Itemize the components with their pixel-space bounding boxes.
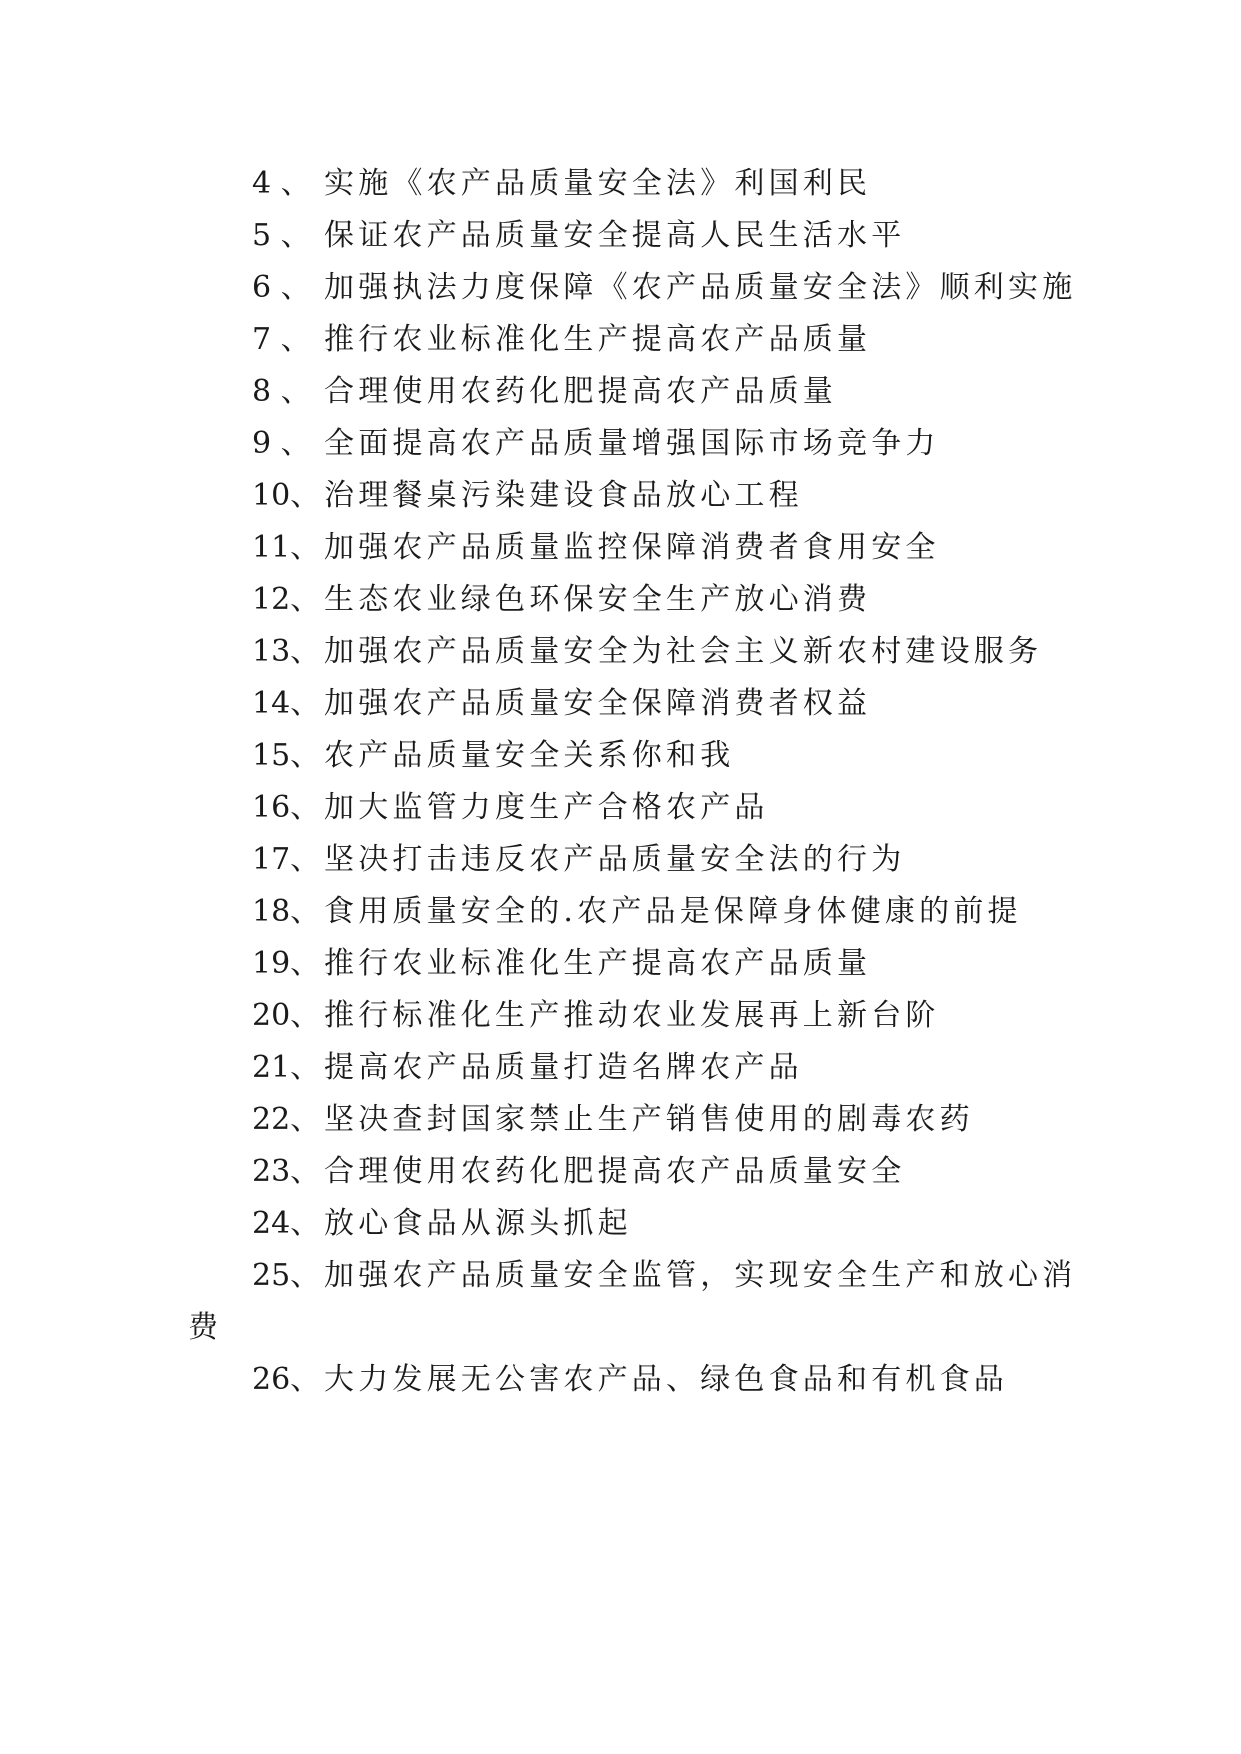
item-number: 21、 bbox=[252, 1050, 321, 1085]
item-number: 17、 bbox=[252, 842, 321, 877]
item-number: 13、 bbox=[252, 634, 321, 669]
item-number: 24、 bbox=[252, 1206, 321, 1241]
item-number: 6 、 bbox=[252, 270, 311, 305]
item-number: 23、 bbox=[252, 1154, 321, 1189]
list-item bbox=[0, 162, 1241, 206]
item-text: 推行标准化生产推动农业发展再上新台阶 bbox=[324, 998, 940, 1033]
list-item bbox=[0, 734, 1241, 778]
list-item bbox=[0, 370, 1241, 414]
item-text: 提高农产品质量打造名牌农产品 bbox=[324, 1050, 803, 1085]
item-number: 7 、 bbox=[252, 322, 311, 357]
item-text-continuation: 费 bbox=[188, 1310, 218, 1345]
list-item bbox=[0, 838, 1241, 882]
item-number: 18、 bbox=[252, 894, 321, 929]
item-text: 治理餐桌污染建设食品放心工程 bbox=[324, 478, 803, 513]
list-item bbox=[0, 682, 1241, 726]
item-number: 5 、 bbox=[252, 218, 311, 253]
item-number: 12、 bbox=[252, 582, 321, 617]
item-number: 26、 bbox=[252, 1362, 321, 1397]
item-number: 11、 bbox=[252, 530, 321, 565]
list-item bbox=[0, 786, 1241, 830]
item-text: 合理使用农药化肥提高农产品质量 bbox=[324, 374, 837, 409]
list-item bbox=[0, 422, 1241, 466]
item-text: 生态农业绿色环保安全生产放心消费 bbox=[324, 582, 872, 617]
item-text: 加强执法力度保障《农产品质量安全法》顺利实施 bbox=[324, 270, 1077, 305]
list-item bbox=[0, 266, 1241, 310]
item-text: 加强农产品质量安全保障消费者权益 bbox=[324, 686, 872, 721]
item-number: 19、 bbox=[252, 946, 321, 981]
item-number: 15、 bbox=[252, 738, 321, 773]
item-number: 10、 bbox=[252, 478, 321, 513]
list-item bbox=[0, 1150, 1241, 1194]
item-text: 放心食品从源头抓起 bbox=[324, 1206, 632, 1241]
item-number: 22、 bbox=[252, 1102, 321, 1137]
item-text: 合理使用农药化肥提高农产品质量安全 bbox=[324, 1154, 906, 1189]
list-item bbox=[0, 578, 1241, 622]
item-text: 推行农业标准化生产提高农产品质量 bbox=[324, 322, 872, 357]
list-item bbox=[0, 630, 1241, 674]
item-text: 保证农产品质量安全提高人民生活水平 bbox=[324, 218, 906, 253]
item-number: 4 、 bbox=[252, 166, 311, 201]
item-text: 加强农产品质量监控保障消费者食用安全 bbox=[324, 530, 940, 565]
list-item bbox=[0, 1098, 1241, 1142]
item-number: 16、 bbox=[252, 790, 321, 825]
item-text: 大力发展无公害农产品、绿色食品和有机食品 bbox=[324, 1362, 1008, 1397]
list-item bbox=[0, 942, 1241, 986]
item-text: 农产品质量安全关系你和我 bbox=[324, 738, 735, 773]
list-item bbox=[0, 1202, 1241, 1246]
item-text: 加大监管力度生产合格农产品 bbox=[324, 790, 769, 825]
list-item bbox=[0, 318, 1241, 362]
item-number: 9 、 bbox=[252, 426, 311, 461]
item-text: 坚决打击违反农产品质量安全法的行为 bbox=[324, 842, 906, 877]
item-text: 全面提高农产品质量增强国际市场竞争力 bbox=[324, 426, 940, 461]
list-item bbox=[0, 890, 1241, 934]
list-item bbox=[0, 214, 1241, 258]
item-text: 食用质量安全的.农产品是保障身体健康的前提 bbox=[324, 894, 1022, 929]
list-item bbox=[0, 994, 1241, 1038]
list-item bbox=[0, 1254, 1241, 1298]
list-item bbox=[0, 474, 1241, 518]
item-number: 20、 bbox=[252, 998, 321, 1033]
list-item bbox=[0, 1358, 1241, 1402]
item-text: 加强农产品质量安全监管，实现安全生产和放心消 bbox=[324, 1258, 1077, 1293]
item-number: 14、 bbox=[252, 686, 321, 721]
item-text: 坚决查封国家禁止生产销售使用的剧毒农药 bbox=[324, 1102, 974, 1137]
item-text: 加强农产品质量安全为社会主义新农村建设服务 bbox=[324, 634, 1043, 669]
list-item bbox=[0, 1046, 1241, 1090]
list-item bbox=[0, 526, 1241, 570]
list-item-continuation bbox=[0, 1306, 1241, 1350]
item-number: 8 、 bbox=[252, 374, 311, 409]
item-text: 推行农业标准化生产提高农产品质量 bbox=[324, 946, 872, 981]
item-text: 实施《农产品质量安全法》利国利民 bbox=[324, 166, 872, 201]
item-number: 25、 bbox=[252, 1258, 321, 1293]
